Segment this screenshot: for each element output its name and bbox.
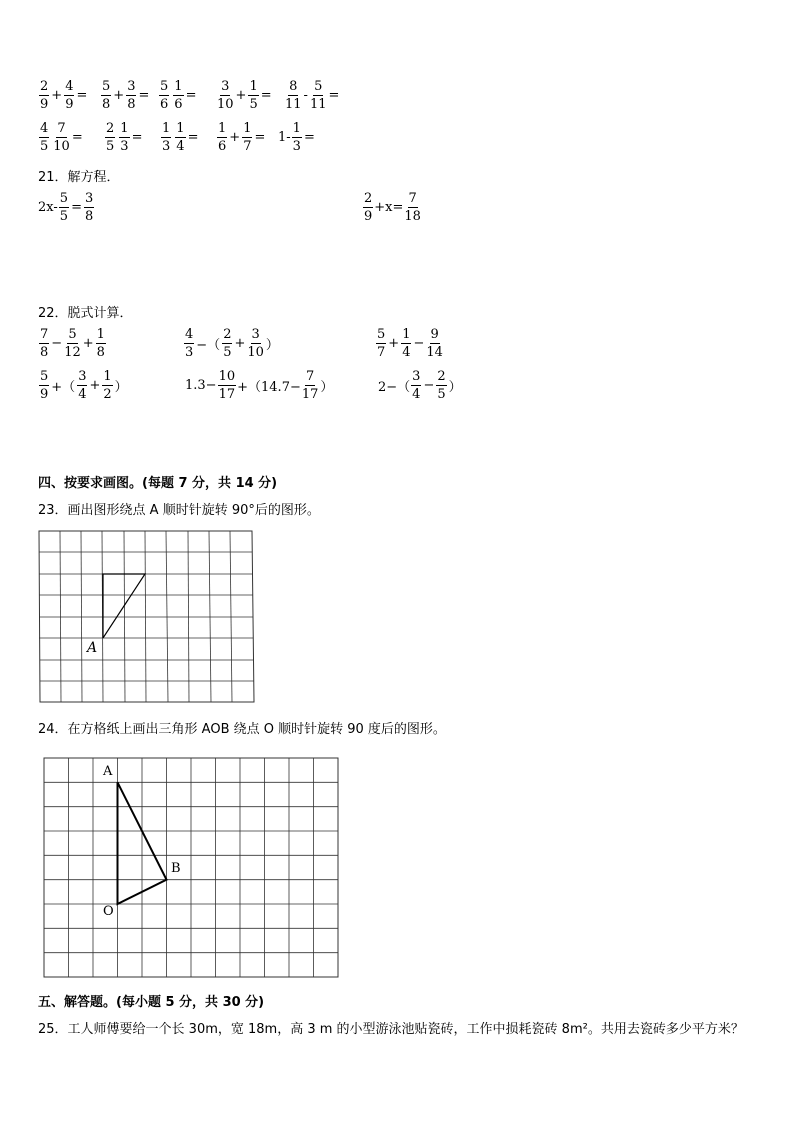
calc-item: $\frac{1}{6}$ + $\frac{1}{7}$ = bbox=[218, 121, 266, 154]
calc-item: $\frac{5}{6}$ $\frac{1}{6}$ = bbox=[160, 79, 197, 112]
calc-item: $\frac{2}{9}$ + $\frac{4}{9}$ = bbox=[40, 79, 88, 112]
q22-expression-4: $\frac{5}{9}$ +（ $\frac{3}{4}$ + $\frac{1}{2}$ ） bbox=[40, 369, 128, 402]
q25-title: 25．工人师傅要给一个长 30m，宽 18m，高 3 m 的小型游泳池贴瓷砖，工作中损耗瓷砖 8m²。共用去瓷砖多少平方米？ bbox=[38, 1022, 744, 1037]
q22-expression-2: $\frac{4}{3}$ −（ $\frac{2}{5}$ + $\frac{3}{10}$ ） bbox=[185, 327, 279, 360]
q24-title: 24．在方格纸上画出三角形 AOB 绕点 O 顺时针旋转 90 度后的图形。 bbox=[38, 722, 446, 737]
calc-item: $\frac{8}{11}$ - $\frac{5}{11}$ = bbox=[285, 79, 340, 112]
q21-equation-2: $\frac{2}{9}$ +x= $\frac{7}{18}$ bbox=[364, 191, 421, 224]
q22-expression-1: $\frac{7}{8}$ − $\frac{5}{12}$ + $\frac{1}{8}$ bbox=[40, 327, 105, 360]
calc-item: $\frac{2}{5}$ $\frac{1}{3}$ = bbox=[106, 121, 143, 154]
mental-calc-row-2 bbox=[38, 122, 316, 153]
q22-expression-3: $\frac{5}{7}$ + $\frac{1}{4}$ − $\frac{9}{14}$ bbox=[377, 327, 443, 360]
calc-item: $\frac{5}{8}$ + $\frac{3}{8}$ = bbox=[102, 79, 150, 112]
section-4-heading: 四、按要求画图。(每题 7 分，共 14 分) bbox=[38, 476, 278, 491]
q24-label-b: B bbox=[171, 861, 181, 876]
q23-grid[interactable] bbox=[38, 530, 256, 704]
calc-item: 1- $\frac{1}{3}$ = bbox=[278, 121, 315, 154]
q24-grid[interactable] bbox=[43, 757, 341, 979]
calc-item: $\frac{4}{5}$ $\frac{7}{10}$ = bbox=[40, 121, 83, 154]
q22-title: 22．脱式计算． bbox=[38, 306, 133, 321]
q21-equation-1: 2x- $\frac{5}{5}$ = $\frac{3}{8}$ bbox=[38, 191, 94, 224]
section-5-heading: 五、解答题。(每小题 5 分，共 30 分) bbox=[38, 995, 265, 1010]
q22-expression-6: 2−（ $\frac{3}{4}$ − $\frac{2}{5}$ ） bbox=[378, 369, 462, 402]
q24-label-a: A bbox=[103, 764, 113, 779]
calc-item: $\frac{3}{10}$ + $\frac{1}{5}$ = bbox=[217, 79, 272, 112]
q23-title: 23．画出图形绕点 A 顺时针旋转 90°后的图形。 bbox=[38, 503, 320, 518]
q22-expression-5: 1.3− $\frac{10}{17}$ +（14.7− $\frac{7}{17}$ ） bbox=[185, 369, 334, 402]
mental-calc-row-1 bbox=[38, 80, 354, 111]
q21-title: 21．解方程． bbox=[38, 170, 120, 185]
q24-label-o: O bbox=[103, 904, 114, 919]
calc-item: $\frac{1}{3}$ $\frac{1}{4}$ = bbox=[162, 121, 199, 154]
q23-label-a: A bbox=[87, 640, 98, 656]
